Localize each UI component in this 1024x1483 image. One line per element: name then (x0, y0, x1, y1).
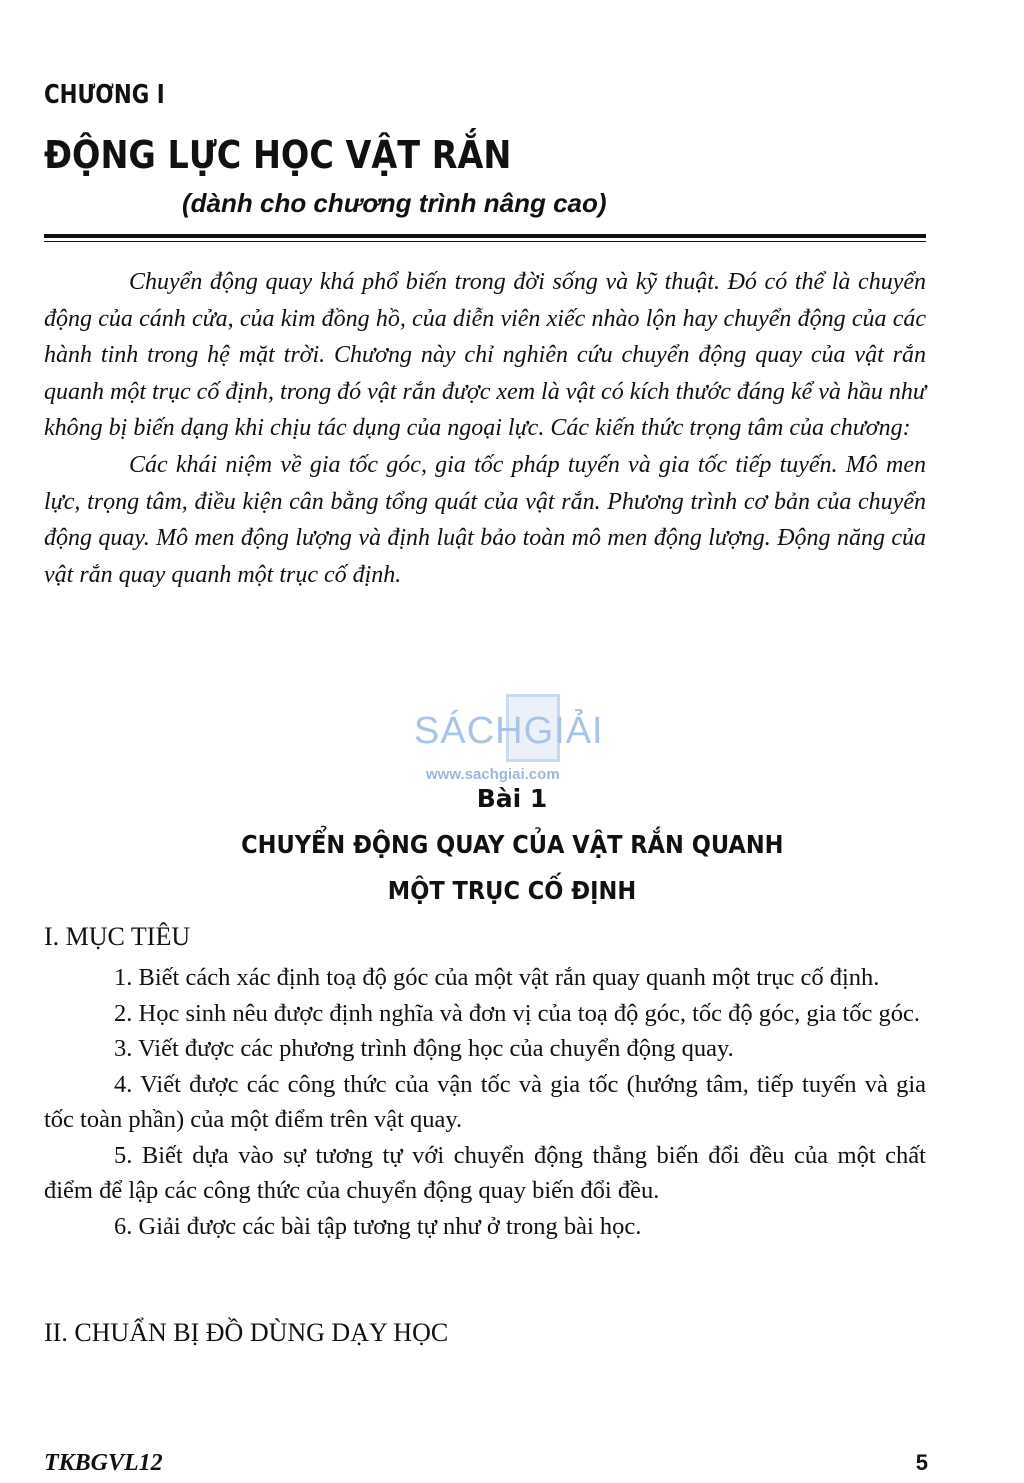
watermark-url: www.sachgiai.com (426, 766, 560, 783)
objective-item: 3. Viết được các phương trình động học của chuyển động quay. (114, 1035, 734, 1062)
lesson-title-line2 (0, 876, 1024, 905)
lesson-title-line1-text: CHUYỂN ĐỘNG QUAY CỦA VẬT RẮN QUANH (240, 830, 784, 859)
intro-paragraph: Các khái niệm về gia tốc góc, gia tốc pháp tuyến và gia tốc tiếp tuyến. Mô men lực, trọng tâm, điều kiện cân bằng tổng quát của vật rắn. Phương trình cơ bản của chuyển động quay. Mô men động lượng và định luật bảo toàn mô men động lượng. Động năng của vật rắn quay quanh một trục cố định. (44, 451, 926, 588)
lesson-label: Bài 1 (476, 784, 548, 813)
chapter-title: ĐỘNG LỰC HỌC VẬT RẮN (44, 133, 512, 177)
chapter-subtitle: (dành cho chương trình nâng cao) (182, 188, 607, 218)
section-heading-objectives: I. MỤC TIÊU (44, 922, 191, 951)
objectives-list (44, 960, 926, 1244)
objective-item: 6. Giải được các bài tập tương tự như ở trong bài học. (114, 1212, 642, 1240)
watermark-logo (408, 690, 618, 790)
objective-item: 5. Biết dựa vào sự tương tự với chuyển động thẳng biến đổi đều của một chất điểm để lập các công thức của chuyển động quay biến đổi đều. (44, 1141, 926, 1204)
lesson-title-line1 (0, 830, 1024, 859)
book-code: TKBGVL12 (44, 1450, 163, 1476)
page-number: 5 (915, 1450, 928, 1475)
chapter-label: CHƯƠNG I (44, 80, 165, 110)
chapter-intro (44, 264, 926, 593)
objective-item: 2. Học sinh nêu được định nghĩa và đơn vị của toạ độ góc, tốc độ góc, gia tốc góc. (114, 999, 920, 1027)
watermark-brand: SÁCHGIẢI (414, 710, 604, 752)
lesson-title-line2-text: MỘT TRỤC CỐ ĐỊNH (387, 876, 637, 905)
intro-paragraph: Chuyển động quay khá phổ biến trong đời sống và kỹ thuật. Đó có thể là chuyển động của cánh cửa, của kim đồng hồ, của diễn viên xiếc nhào lộn hay chuyển động của các hành tinh trong hệ mặt trời. Chương này chỉ nghiên cứu chuyển động quay của vật rắn quanh một trục cố định, trong đó vật rắn được xem là vật có kích thước đáng kể và hầu như không bị biến dạng khi chịu tác dụng của ngoại lực. Các kiến thức trọng tâm của chương: (44, 269, 926, 442)
divider-rule-thin (44, 241, 926, 242)
divider-rule (44, 234, 926, 238)
objective-item: 4. Viết được các công thức của vận tốc và gia tốc (hướng tâm, tiếp tuyến và gia tốc toàn phần) của một điểm trên vật quay. (44, 1070, 926, 1133)
section-heading-materials: II. CHUẨN BỊ ĐỒ DÙNG DẠY HỌC (44, 1318, 449, 1347)
objective-item: 1. Biết cách xác định toạ độ góc của một vật rắn quay quanh một trục cố định. (114, 964, 880, 991)
